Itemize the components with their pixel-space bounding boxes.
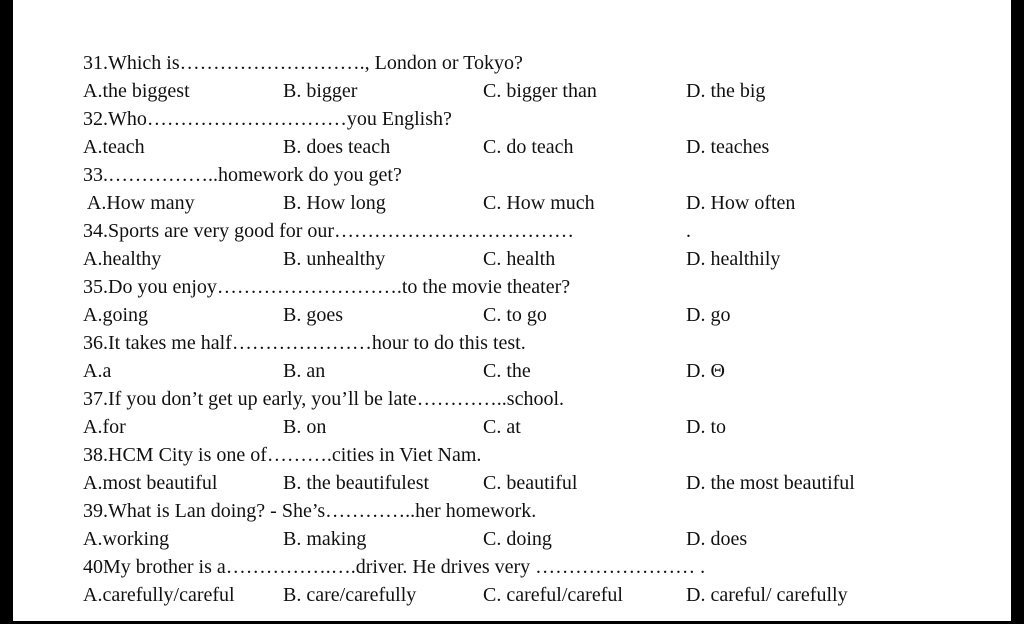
question-40: 40My brother is a…………….….driver. He drives very …………………… . — [83, 556, 706, 578]
option-d: D. healthily — [686, 248, 781, 270]
option-a: A.carefully/careful — [83, 584, 235, 606]
options-40 — [83, 583, 848, 611]
option-a: A.a — [83, 360, 112, 382]
question-36: 36.It takes me half…………………hour to do this test. — [83, 332, 526, 354]
options-37 — [83, 415, 726, 443]
option-c: C. How much — [483, 192, 595, 214]
option-c: C. bigger than — [483, 80, 597, 102]
question-block — [83, 51, 855, 611]
options-35 — [83, 303, 731, 331]
option-b: B. does teach — [283, 136, 391, 158]
question-32: 32.Who…………………………you English? — [83, 108, 452, 130]
question-39: 39.What is Lan doing? - She’s…………..her homework. — [83, 500, 537, 522]
option-b: B. on — [283, 416, 327, 438]
options-36 — [83, 359, 725, 387]
question-38: 38.HCM City is one of……….cities in Viet Nam. — [83, 444, 482, 466]
option-a: A.going — [83, 304, 148, 326]
option-d: D. go — [686, 304, 731, 326]
option-d: D. teaches — [686, 136, 770, 158]
option-c: C. do teach — [483, 136, 574, 158]
question-34 — [83, 219, 705, 247]
options-32 — [83, 135, 770, 163]
option-d: D. How often — [686, 192, 796, 214]
options-39 — [83, 527, 748, 555]
option-c: C. doing — [483, 528, 552, 550]
option-a: A.the biggest — [83, 80, 190, 102]
option-b: B. making — [283, 528, 367, 550]
option-b: B. bigger — [283, 80, 358, 102]
question-31: 31.Which is………………………., London or Tokyo? — [83, 52, 523, 74]
question-37: 37.If you don’t get up early, you’ll be late…………..school. — [83, 388, 565, 410]
options-31 — [83, 79, 766, 107]
option-d: D. does — [686, 528, 748, 550]
question-35: 35.Do you enjoy……………………….to the movie theater? — [83, 276, 571, 298]
option-b: B. the beautifulest — [283, 472, 430, 494]
option-b: B. How long — [283, 192, 386, 214]
option-b: B. an — [283, 360, 326, 382]
option-b: B. goes — [283, 304, 343, 326]
option-a: A.for — [83, 416, 126, 438]
option-b: B. care/carefully — [283, 584, 417, 606]
option-a: A.How many — [83, 192, 195, 214]
options-34 — [83, 247, 781, 275]
question-34-text: 34.Sports are very good for our……………………………… — [83, 220, 575, 242]
option-c: C. careful/careful — [483, 584, 623, 606]
option-a: A.most beautiful — [83, 472, 218, 494]
option-c: C. the — [483, 360, 531, 382]
option-d: D. the big — [686, 80, 766, 102]
option-c: C. at — [483, 416, 521, 438]
options-33 — [83, 191, 796, 219]
option-c: C. beautiful — [483, 472, 578, 494]
option-d: D. careful/ carefully — [686, 584, 848, 606]
option-a: A.teach — [83, 136, 145, 158]
option-a: A.working — [83, 528, 170, 550]
question-33: 33.……………..homework do you get? — [83, 164, 402, 186]
worksheet-page — [13, 0, 1011, 621]
option-b: B. unhealthy — [283, 248, 386, 270]
option-c: C. health — [483, 248, 556, 270]
option-d: D. the most beautiful — [686, 472, 855, 494]
option-c: C. to go — [483, 304, 547, 326]
option-d: D. Θ — [686, 360, 725, 382]
option-a: A.healthy — [83, 248, 162, 270]
option-d: D. to — [686, 416, 726, 438]
options-38 — [83, 471, 855, 499]
question-34-trailing-dot: . — [686, 220, 691, 242]
